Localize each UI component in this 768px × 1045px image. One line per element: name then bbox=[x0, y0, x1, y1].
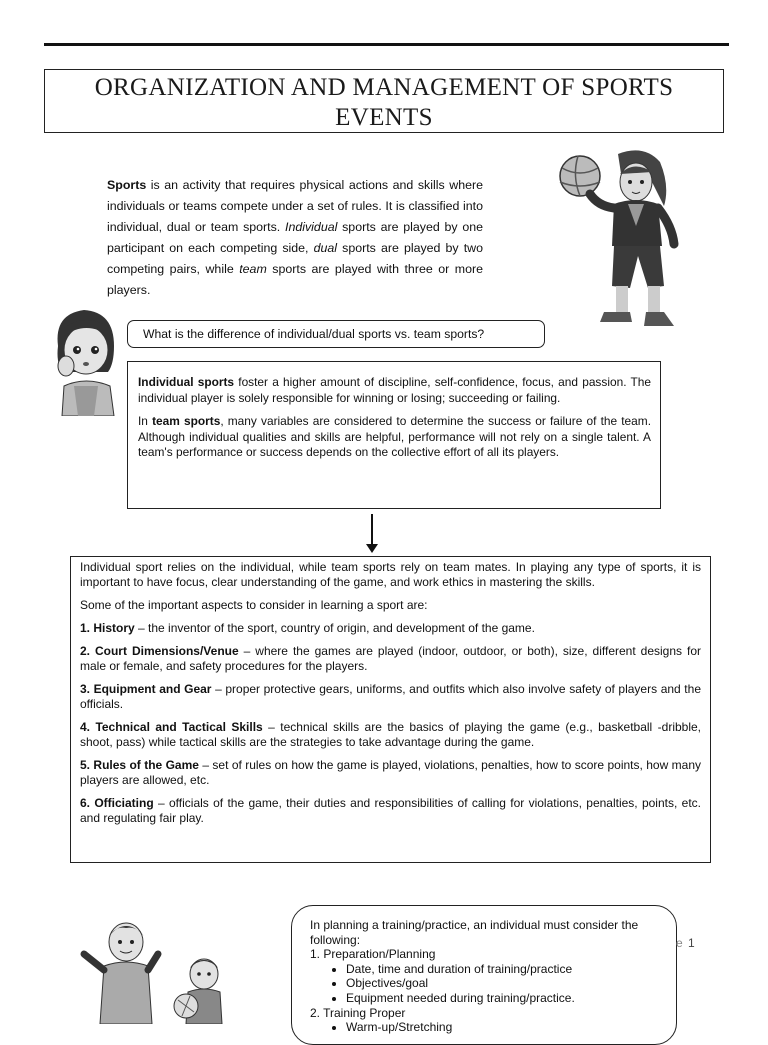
aspect-label: 4. Technical and Tactical Skills bbox=[80, 720, 263, 735]
aspect-item bbox=[80, 720, 701, 750]
page-value: 1 bbox=[688, 936, 696, 950]
intro-text: sports are played by two competing pairs, while bbox=[107, 241, 483, 276]
answer-text: In bbox=[138, 414, 153, 429]
aspects-lead: Some of the important aspects to consider in learning a sport are: bbox=[80, 597, 428, 612]
question-box: What is the difference of individual/dual sports vs. team sports? bbox=[127, 320, 545, 348]
arrow-head-icon bbox=[366, 544, 378, 553]
aspect-item bbox=[80, 621, 701, 636]
aspect-item bbox=[80, 644, 701, 674]
aspect-text: – officials of the game, their duties and responsibilities of calling for violations, penalties, points, etc. and regulating fair play. bbox=[80, 796, 701, 826]
girl-holding-volleyball-icon bbox=[548, 146, 696, 338]
page-number bbox=[676, 936, 696, 950]
answer-box bbox=[127, 361, 661, 509]
list-item: • Equipment needed during training/practice. bbox=[346, 991, 664, 1006]
answer-bold: team sports bbox=[152, 414, 221, 429]
training-step: 2. Training Proper bbox=[310, 1005, 406, 1020]
list-item: • Warm-up/Stretching bbox=[346, 1020, 664, 1035]
individual-sports-paragraph bbox=[138, 375, 651, 406]
aspect-label: 2. Court Dimensions/Venue bbox=[80, 644, 239, 659]
intro-text: is an activity that requires physical actions and skills where individuals or teams compete under a set of rules. It is classified into individual, dual or team sports. bbox=[107, 178, 483, 234]
aspect-item bbox=[80, 758, 701, 788]
page-title: ORGANIZATION AND MANAGEMENT OF SPORTS EVENTS bbox=[44, 69, 724, 133]
intro-text: sports are played by one participant on each competing side, bbox=[107, 220, 483, 255]
answer-text: foster a higher amount of discipline, self-confidence, focus, and passion. The individual player is solely responsible for winning or losing; succeeding or failing. bbox=[138, 375, 651, 405]
aspect-label: 6. Officiating bbox=[80, 796, 154, 811]
list-item: • Date, time and duration of training/practice bbox=[346, 962, 664, 977]
intro-term: Sports bbox=[107, 178, 147, 192]
training-step-list bbox=[310, 1020, 664, 1035]
thinking-girl-icon bbox=[52, 306, 122, 416]
answer-text: , many variables are considered to determine the success or failure of the team. Although individual qualities and skills are helpful, performance will not rely on a single talent. A team's performance or success depends on the collective effort of all its players. bbox=[138, 414, 651, 460]
aspect-text: – technical skills are the basics of playing the game (e.g., basketball -dribble, shoot, pass) while tactical skills are the strategies to take advantage during the game. bbox=[80, 720, 702, 750]
team-sports-paragraph bbox=[138, 414, 651, 461]
intro-em: Individual bbox=[285, 220, 338, 234]
aspect-label: 1. History bbox=[80, 621, 135, 636]
answer-bold: Individual sports bbox=[138, 375, 235, 389]
training-box bbox=[291, 905, 677, 1045]
aspect-text: – where the games are played (indoor, outdoor, or both), size, different designs for male or female, and safety procedures for the players. bbox=[80, 644, 701, 674]
intro-paragraph bbox=[107, 175, 483, 301]
intro-text: sports are played with three or more players. bbox=[107, 262, 483, 297]
down-arrow-icon bbox=[371, 514, 373, 548]
aspect-text: – set of rules on how the game is played, violations, penalties, how to score points, how many players are allowed, etc. bbox=[80, 758, 701, 788]
aspects-box bbox=[70, 556, 711, 863]
page-label: e bbox=[676, 936, 684, 950]
aspect-item bbox=[80, 682, 701, 712]
coach-and-kid-with-ball-icon bbox=[74, 918, 234, 1024]
top-rule bbox=[44, 43, 729, 46]
list-item: • Objectives/goal bbox=[346, 976, 664, 991]
aspect-label: 3. Equipment and Gear bbox=[80, 682, 212, 697]
aspects-intro: Individual sport relies on the individual, while team sports rely on team mates. In playing any type of sports, it is important to have focus, clear understanding of the game, and work ethics in mastering the skills. bbox=[80, 560, 701, 589]
intro-em: team bbox=[239, 262, 267, 276]
aspect-label: 5. Rules of the Game bbox=[80, 758, 199, 773]
aspect-text: – the inventor of the sport, country of origin, and development of the game. bbox=[134, 621, 535, 636]
aspect-text: – proper protective gears, uniforms, and outfits which also involve safety of players and the officials. bbox=[80, 682, 701, 712]
training-step-list bbox=[310, 962, 664, 1006]
intro-em: dual bbox=[313, 241, 338, 255]
training-intro: In planning a training/practice, an individual must consider the following: bbox=[310, 918, 639, 947]
training-step: 1. Preparation/Planning bbox=[310, 947, 436, 962]
aspect-item bbox=[80, 796, 701, 826]
